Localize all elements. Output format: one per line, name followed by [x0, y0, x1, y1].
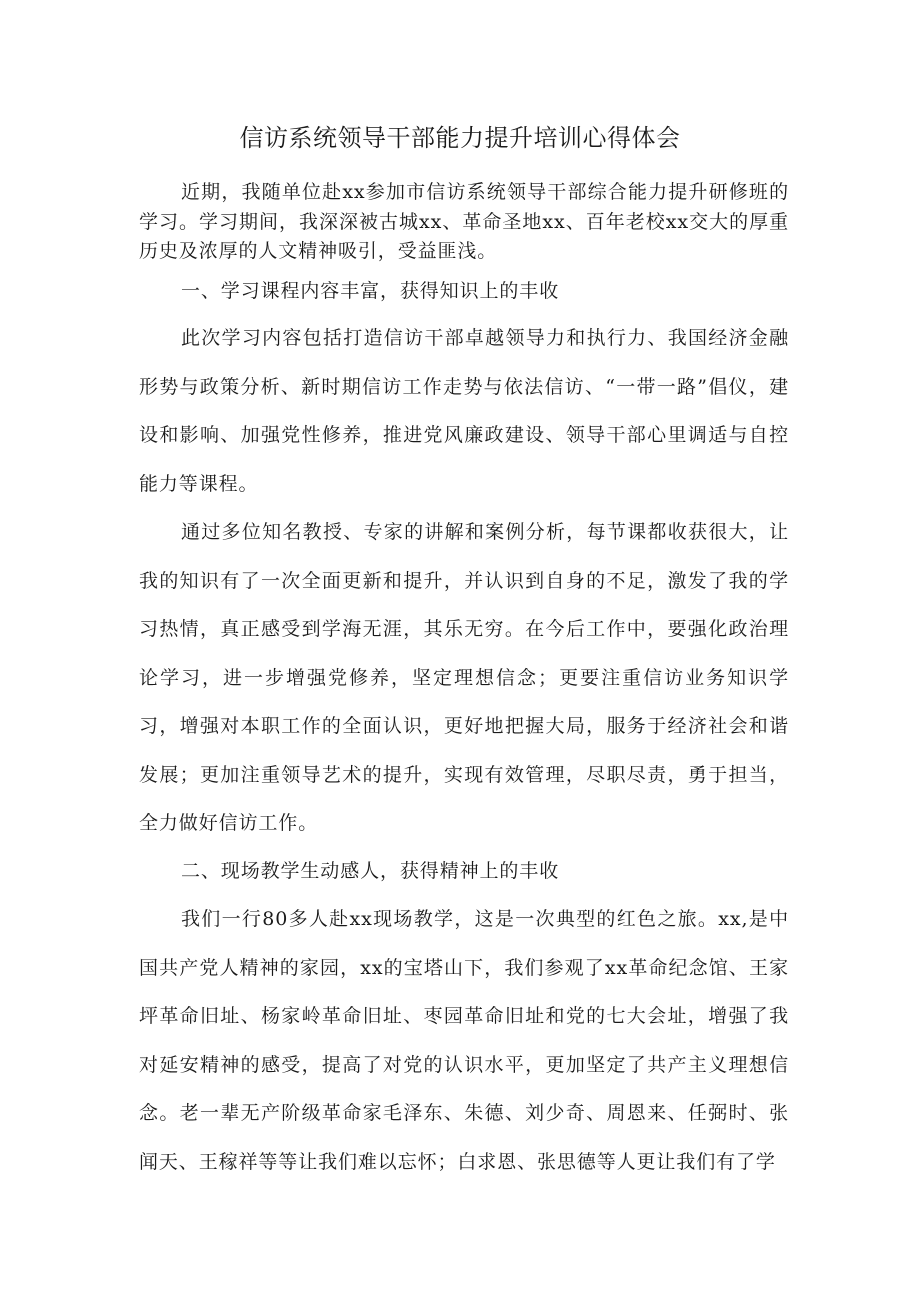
- section-heading-2: 二、现场教学生动感人，获得精神上的丰收: [181, 860, 560, 882]
- document-title: 信访系统领导干部能力提升培训心得体会: [239, 124, 681, 152]
- section-heading-1: 一、学习课程内容丰富，获得知识上的丰收: [181, 280, 560, 302]
- intro-paragraph: 近期，我随单位赴xx参加市信访系统领导干部综合能力提升研修班的学习。学习期间，我深深被古城xx、革命圣地xx、百年老校xx交大的厚重历史及浓厚的人文精神吸引，受益匪浅。: [139, 181, 789, 262]
- body-paragraph: 我们一行80多人赴xx现场教学，这是一次典型的红色之旅。xx,是中国共产党人精神的家园，xx的宝塔山下，我们参观了xx革命纪念馆、王家坪革命旧址、杨家岭革命旧址、枣园革命旧址和党的七大会址，增强了我对延安精神的感受，提高了对党的认识水平，更加坚定了共产主义理想信念。老一辈无产阶级革命家毛泽东、朱德、刘少奇、周恩来、任弼时、张闻天、王稼祥等等让我们难以忘怀；白求恩、张思德等人更让我们有了学: [139, 908, 789, 1173]
- body-paragraph: 此次学习内容包括打造信访干部卓越领导力和执行力、我国经济金融形势与政策分析、新时期信访工作走势与依法信访、“一带一路”倡仪，建设和影响、加强党性修养，推进党风廉政建设、领导干部心里调适与自控能力等课程。: [139, 327, 789, 495]
- body-paragraph: 通过多位知名教授、专家的讲解和案例分析，每节课都收获很大，让我的知识有了一次全面更新和提升，并认识到自身的不足，激发了我的学习热情，真正感受到学海无涯，其乐无穷。在今后工作中，要强化政治理论学习，进一步增强党修养，坚定理想信念；更要注重信访业务知识学习，增强对本职工作的全面认识，更好地把握大局，服务于经济社会和谐发展；更加注重领导艺术的提升，实现有效管理，尽职尽责，勇于担当，全力做好信访工作。: [139, 521, 789, 834]
